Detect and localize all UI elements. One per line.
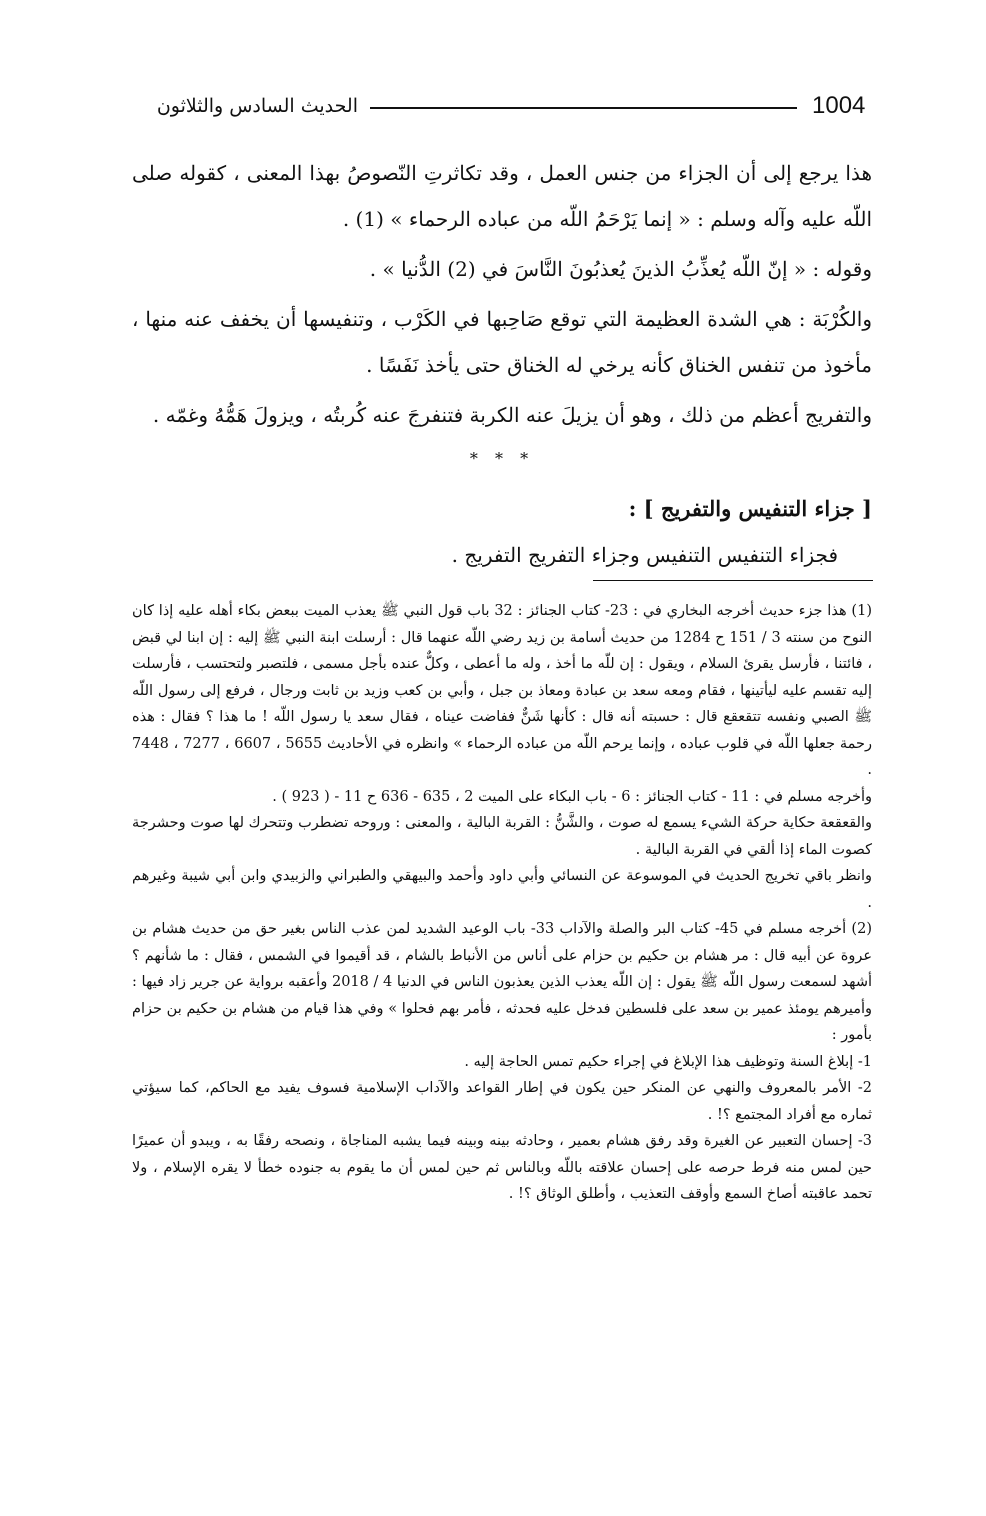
footnote-paragraph: (1) هذا جزء حديث أخرجه البخاري في : 23- كتاب الجنائز : 32 باب قول النبي ﷺ يعذب الميت ببعض بكاء أهله عليه إذا كان النوح من سنته 3 / 151 ح 1284 من حديث أسامة بن زيد رضي اللّه عنهما قال : أرسلت ابنة النبي ﷺ إليه : إن ابنا لي قبض ، فائتنا ، فأرسل يقرئ السلام ، ويقول : إن للّه ما أخذ ، وله ما أعطى ، وكلٌّ عنده بأجل مسمى ، فلتصبر ولتحتسب ، فأرسلت إليه تقسم عليه ليأتينها ، فقام ومعه سعد بن عبادة ومعاذ بن جبل ، وأبي بن كعب وزيد بن ثابت ورجال ، فرفع إلى رسول اللّه ﷺ الصبي ونفسه تتقعقع قال : حسبته أنه قال : كأنها شَنٌّ ففاضت عيناه ، فقال سعد يا رسول اللّه ! ما هذا ؟ فقال : هذه رحمة جعلها اللّه في قلوب عباده ، وإنما يرحم اللّه من عباده الرحماء » وانظره في الأحاديث 5655 ، 6607 ، 7277 ، 7448 . [132, 603, 873, 778]
main-paragraph: والكُرْبَة : هي الشدة العظيمة التي توقع صَاحِبها في الكَرْب ، وتنفيسها أن يخفف عنه منها ، مأخوذ من تنفس الخناق كأنه يرخي له الخناق حتى يأخذ نَفَسًا . [132, 307, 872, 377]
page-number: 1004 [812, 92, 866, 119]
header-rule [370, 107, 797, 109]
running-header-title: الحديث السادس والثلاثون [156, 95, 358, 117]
footnote-paragraph: 1- إبلاغ السنة وتوظيف هذا الإبلاغ في إجراء حكيم تمس الحاجة إليه . [464, 1053, 872, 1070]
footnote-paragraph: 3- إحسان التعبير عن الغيرة وقد رفق هشام بعمير ، وحادثه بينه وبينه فيما يشبه المناجاة ، ونصحه رفقًا به ، ويبدو أن عميرًا حين لمس منه فرط حرصه على إحسان علاقته باللّه وبالناس ثم حين لمس أن ما يقوم به جنوده خطأ لا يقره الإسلام ، ولا تحمد عاقبته أصاخ السمع وأوقف التعذيب ، وأطلق الوثاق ؟! . [132, 1133, 872, 1202]
footnote-rule [593, 580, 873, 581]
footnotes [132, 598, 872, 1208]
main-paragraph: وقوله : « إنّ اللّه يُعذِّبُ الذينَ يُعذبُونَ النَّاسَ في (2) الدُّنيا » . [369, 257, 872, 281]
footnote-paragraph: والقعقعة حكاية حركة الشيء يسمع له صوت ، والشَّنُّ : القربة البالية ، والمعنى : وروحه تضطرب وتتحرك لها صوت وحشرجة كصوت الماء إذا ألقي في القربة البالية . [132, 815, 872, 858]
main-text [132, 150, 872, 578]
main-paragraph: والتفريج أعظم من ذلك ، وهو أن يزيلَ عنه الكربة فتنفرجَ عنه كُربتُه ، ويزولَ هَمُّهُ وغمّه . [152, 403, 872, 427]
section-sentence: فجزاء التنفيس التنفيس وجزاء التفريج التفريج . [451, 543, 838, 567]
footnote-paragraph: وأخرجه مسلم في : 11 - كتاب الجنائز : 6 - باب البكاء على الميت 2 ، 635 - 636 ح 11 - ( 923 ) . [272, 788, 872, 805]
main-paragraph: هذا يرجع إلى أن الجزاء من جنس العمل ، وقد تكاثرتِ النّصوصُ بهذا المعنى ، كقوله صلى اللّه عليه وآله وسلم : « إنما يَرْحَمُ اللّه من عباده الرحماء » (1) . [132, 161, 872, 231]
section-separator: * * * [469, 449, 535, 468]
footnote-paragraph: وانظر باقي تخريج الحديث في الموسوعة عن النسائي وأبي داود وأحمد والبيهقي والطبراني والزبيدي وابن أبي شيبة وغيرهم . [132, 868, 872, 911]
section-heading: [ جزاء التنفيس والتفريج ] : [628, 496, 872, 521]
footnote-paragraph: 2- الأمر بالمعروف والنهي عن المنكر حين يكون في إطار القواعد والآداب الإسلامية فسوف يفيد مع الحاكم، كما سيؤتي ثماره مع أفراد المجتمع ؟! . [132, 1080, 872, 1123]
footnote-paragraph: (2) أخرجه مسلم في 45- كتاب البر والصلة والآداب 33- باب الوعيد الشديد لمن عذب الناس بغير حق من حديث هشام بن عروة عن أبيه قال : مر هشام بن حكيم بن حزام على أناس من الأنباط بالشام ، قد أقيموا في الشمس ، فقال : ما شأنهم ؟ أشهد لسمعت رسول اللّه ﷺ يقول : إن اللّه يعذب الذين يعذبون الناس في الدنيا 4 / 2018 وأعقبه برواية عن جرير زاد فيها : وأميرهم يومئذ عمير بن سعد على فلسطين فدخل عليه فحدثه ، فأمر بهم فحلوا » وفي هذا قيام من هشام بن حكيم بن حزام بأمور : [132, 921, 873, 1043]
